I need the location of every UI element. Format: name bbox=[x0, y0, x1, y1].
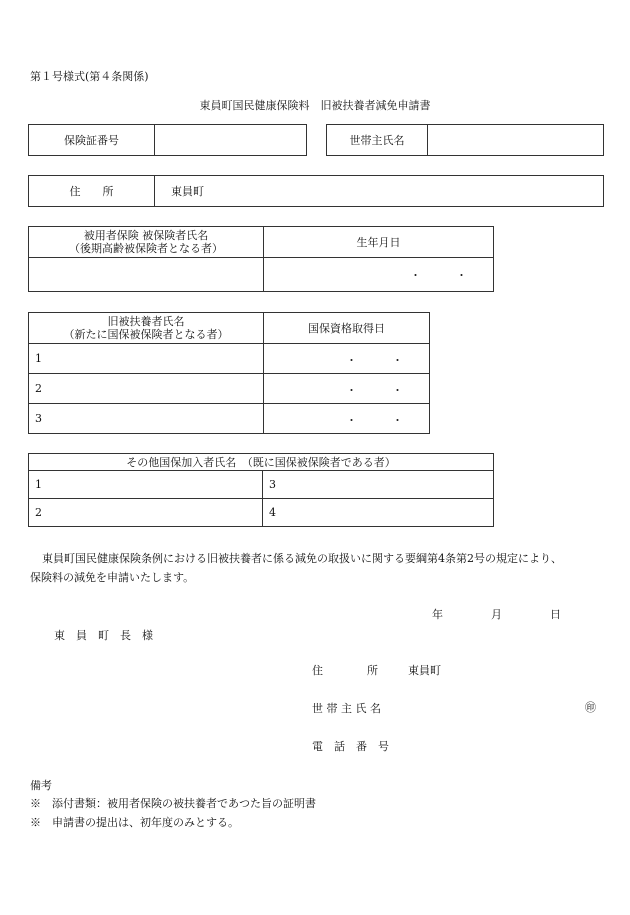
applicant-householder-label: 世 帯 主 氏 名 bbox=[312, 702, 381, 715]
householder-name-box bbox=[326, 124, 604, 156]
dob-separator-1: ・ bbox=[410, 269, 421, 282]
householder-name-field[interactable] bbox=[428, 125, 604, 156]
qualification-date-header: 国保資格取得日 bbox=[264, 313, 430, 344]
insured-name-header-sub: （後期高齢被保険者となる者） bbox=[69, 242, 223, 255]
address-label: 住 所 bbox=[29, 176, 155, 207]
other-members-table bbox=[28, 453, 494, 527]
other-members-header: その他国保加入者氏名 （既に国保被保険者である者） bbox=[29, 454, 494, 471]
remarks-item: ※ 申請書の提出は、初年度のみとする。 bbox=[30, 816, 239, 829]
date-separator: ・ bbox=[346, 414, 357, 427]
date-separator: ・ bbox=[346, 384, 357, 397]
insurance-number-field[interactable] bbox=[155, 125, 307, 156]
form-number-label: 第１号様式(第４条関係) bbox=[30, 70, 149, 83]
applicant-phone-label: 電 話 番 号 bbox=[312, 740, 389, 753]
date-day-label: 日 bbox=[550, 608, 561, 621]
insured-name-header bbox=[29, 227, 264, 258]
address-box bbox=[28, 175, 604, 207]
dob-header: 生年月日 bbox=[264, 227, 494, 258]
date-separator: ・ bbox=[392, 354, 403, 367]
date-separator: ・ bbox=[392, 384, 403, 397]
addressee: 東 員 町 長 様 bbox=[54, 629, 153, 642]
date-month-label: 月 bbox=[491, 608, 502, 621]
other-member-cell[interactable]: 4 bbox=[263, 499, 494, 527]
former-dependent-row-number[interactable]: 1 bbox=[29, 344, 264, 374]
other-member-cell[interactable]: 3 bbox=[263, 471, 494, 499]
date-separator: ・ bbox=[346, 354, 357, 367]
seal-mark: ㊞ bbox=[585, 701, 596, 714]
householder-name-label: 世帯主氏名 bbox=[327, 125, 428, 156]
page-title: 東員町国民健康保険料 旧被扶養者減免申請書 bbox=[199, 99, 431, 112]
qualification-date-field[interactable] bbox=[264, 404, 430, 434]
other-member-cell[interactable]: 1 bbox=[29, 471, 263, 499]
application-text-line-1: 東員町国民健康保険条例における旧被扶養者に係る減免の取扱いに関する要綱第4条第2号の規定により、 bbox=[42, 552, 562, 565]
remarks-item: ※ 添付書類：被用者保険の被扶養者であつた旨の証明書 bbox=[30, 797, 316, 810]
former-dependent-name-header bbox=[29, 313, 264, 344]
applicant-address-field[interactable]: 東員町 bbox=[408, 664, 441, 677]
insured-name-header-main: 被用者保険 被保険者氏名 bbox=[83, 229, 209, 242]
date-separator: ・ bbox=[392, 414, 403, 427]
remarks-title: 備考 bbox=[30, 779, 52, 792]
dob-separator-2: ・ bbox=[456, 269, 467, 282]
insured-name-field[interactable] bbox=[29, 258, 264, 292]
insurance-number-label: 保険証番号 bbox=[29, 125, 155, 156]
qualification-date-field[interactable] bbox=[264, 374, 430, 404]
qualification-date-field[interactable] bbox=[264, 344, 430, 374]
former-dependent-name-header-main: 旧被扶養者氏名 bbox=[107, 315, 185, 328]
application-text-line-2: 保険料の減免を申請いたします。 bbox=[30, 571, 195, 584]
date-year-label: 年 bbox=[432, 608, 443, 621]
dob-field[interactable] bbox=[264, 258, 494, 292]
applicant-address-label: 住 所 bbox=[312, 664, 378, 677]
insurance-number-box bbox=[28, 124, 307, 156]
former-dependent-row-number[interactable]: 3 bbox=[29, 404, 264, 434]
former-dependent-name-header-sub: （新たに国保被保険者となる者） bbox=[63, 328, 229, 341]
former-dependent-row-number[interactable]: 2 bbox=[29, 374, 264, 404]
address-field[interactable]: 東員町 bbox=[155, 176, 604, 207]
other-member-cell[interactable]: 2 bbox=[29, 499, 263, 527]
former-dependents-table bbox=[28, 312, 430, 434]
insured-person-table bbox=[28, 226, 494, 292]
